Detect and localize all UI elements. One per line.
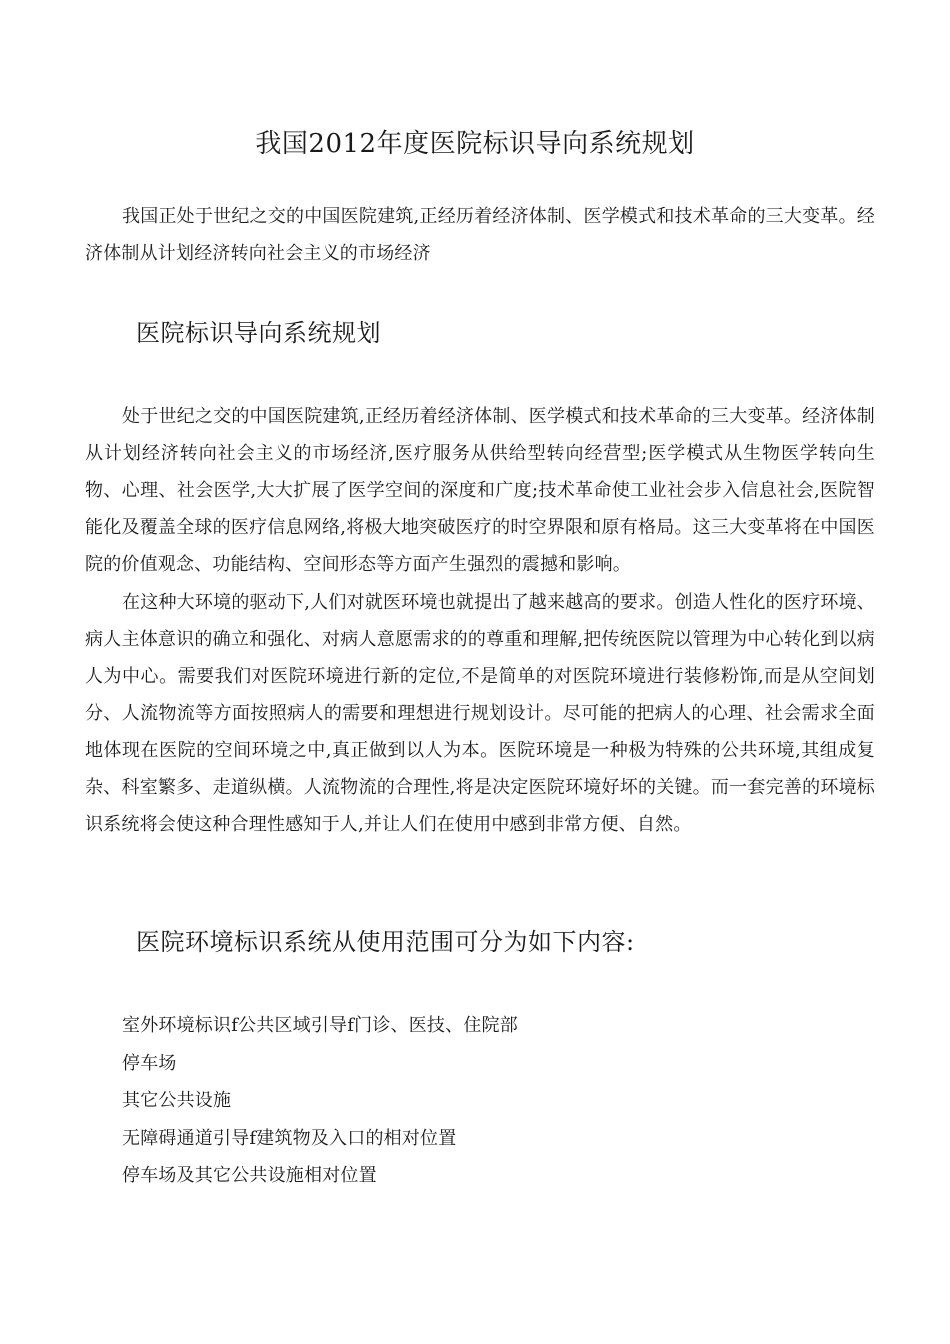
body-paragraph: 处于世纪之交的中国医院建筑,正经历着经济体制、医学模式和技术革命的三大变革。经济体制从计划经济转向社会主义的市场经济,医疗服务从供给型转向经营型;医学模式从生物医学转向生物、心理、社会医学,大大扩展了医学空间的深度和广度;技术革命使工业社会步入信息社会,医院智能化及覆盖全球的医疗信息网络,将极大地突破医疗的时空界限和原有格局。这三大变革将在中国医院的价值观念、功能结构、空间形态等方面产生强烈的震撼和影响。 — [85, 406, 875, 575]
body-paragraph: 在这种大环境的驱动下,人们对就医环境也就提出了越来越高的要求。创造人性化的医疗环境、病人主体意识的确立和强化、对病人意愿需求的的尊重和理解,把传统医院以管理为中心转化到以病人为中心。需要我们对医院环境进行新的定位,不是简单的对医院环境进行装修粉饰,而是从空间划分、人流物流等方面按照病人的需要和理想进行规划设计。尽可能的把病人的心理、社会需求全面地体现在医院的空间环境之中,真正做到以人为本。医院环境是一种极为特殊的公共环境,其组成复杂、科室繁多、走道纵横。人流物流的合理性,将是决定医院环境好坏的关键。而一套完善的环境标识系统将会使这种合理性感知于人,并让人们在使用中感到非常方便、自然。 — [85, 592, 875, 835]
list-item: 无障碍通道引导f建筑物及入口的相对位置 — [122, 1127, 457, 1149]
intro-paragraph: 我国正处于世纪之交的中国医院建筑,正经历着经济体制、医学模式和技术革命的三大变革。经济体制从计划经济转向社会主义的市场经济 — [85, 206, 875, 264]
list-item: 停车场及其它公共设施相对位置 — [122, 1165, 377, 1186]
list-item: 室外环境标识f公共区域引导f门诊、医技、住院部 — [122, 1015, 518, 1036]
document-title: 我国2012年度医院标识导向系统规划 — [255, 129, 695, 159]
list-item: 停车场 — [122, 1052, 177, 1074]
section-heading-signage-scope: 医院环境标识系统从使用范围可分为如下内容: — [136, 928, 635, 956]
list-item: 其它公共设施 — [122, 1090, 232, 1111]
section-heading-signage-planning: 医院标识导向系统规划 — [136, 319, 381, 347]
scope-list — [122, 1007, 518, 1195]
